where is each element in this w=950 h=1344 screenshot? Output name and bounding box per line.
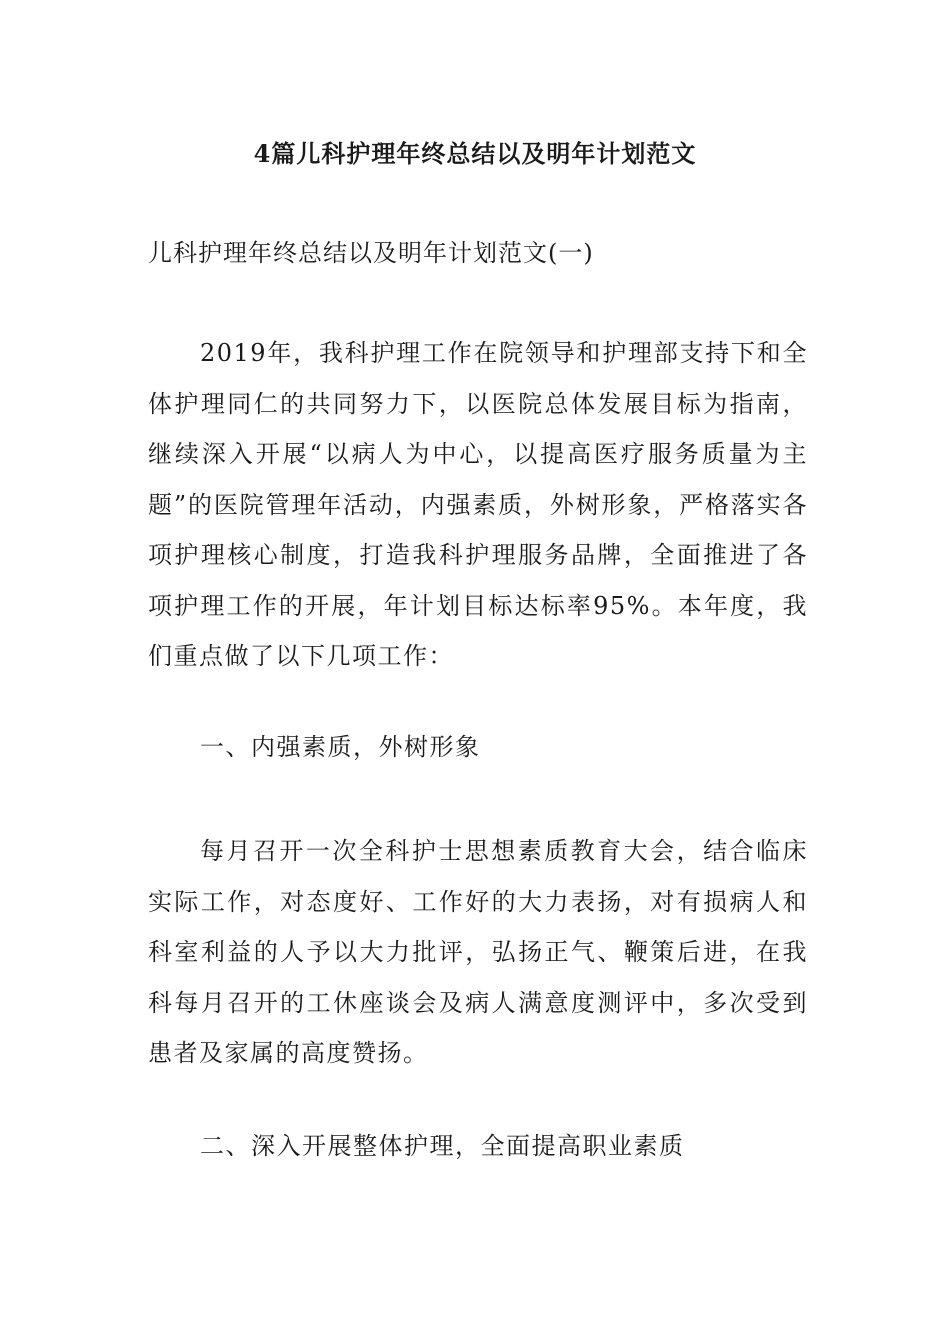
section-heading: 二、深入开展整体护理，全面提高职业素质 [200, 1132, 685, 1160]
body-paragraph: 每月召开一次全科护士思想素质教育大会，结合临床实际工作，对态度好、工作好的大力表扬，对有损病人和科室利益的人予以大力批评，弘扬正气、鞭策后进，在我科每月召开的工休座谈会及病人满意度测评中，多次受到患者及家属的高度赞扬。 [148, 837, 808, 1067]
document-title: 4篇儿科护理年终总结以及明年计划范文 [253, 139, 697, 168]
body-paragraph: 2019年，我科护理工作在院领导和护理部支持下和全体护理同仁的共同努力下，以医院总体发展目标为指南，继续深入开展“以病人为中心，以提高医疗服务质量为主题”的医院管理年活动，内强素质，外树形象，严格落实各项护理核心制度，打造我科护理服务品牌，全面推进了各项护理工作的开展，年计划目标达标率95%。本年度，我们重点做了以下几项工作： [148, 339, 808, 670]
section-subtitle: 儿科护理年终总结以及明年计划范文(一) [148, 239, 594, 267]
section-heading: 一、内强素质，外树形象 [200, 733, 481, 761]
